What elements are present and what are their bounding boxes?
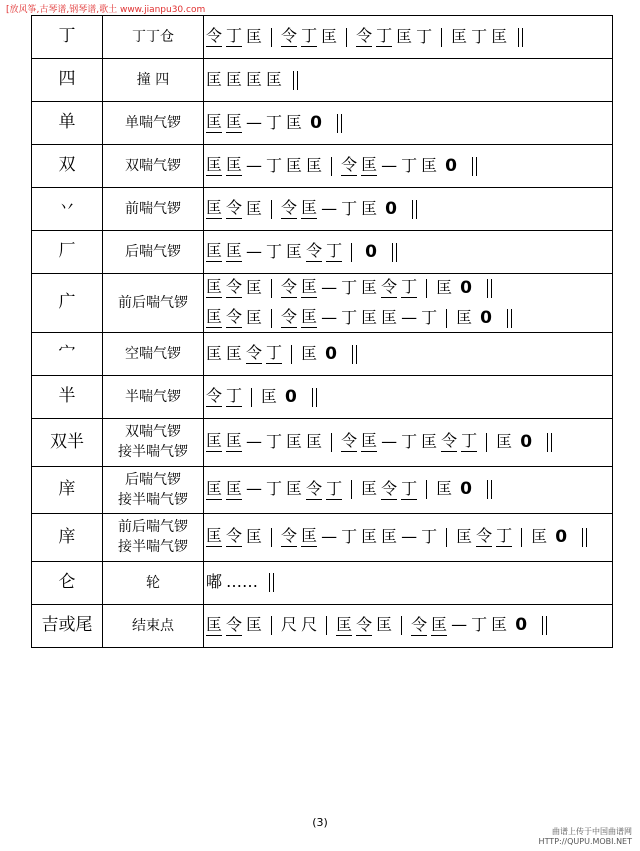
note-glyph: 匡 [286,241,303,261]
barline [271,309,272,328]
symbol-cell [32,466,103,514]
final-double-barline [412,200,418,219]
note-glyph: 丁 [226,386,243,405]
notation-cell [204,274,613,333]
note-glyph: 匡 [206,198,223,217]
note-glyph: 匡 [381,526,398,546]
site-credit [539,827,632,847]
note-glyph: 匡 [306,155,323,175]
barline [271,28,272,47]
barline [326,616,327,635]
note-glyph: 匡 [261,386,278,406]
note-glyph: 匡 [226,155,243,174]
note-glyph: 匡 [301,343,318,363]
note-glyph: — [401,307,418,327]
note-glyph: 令 [206,26,223,45]
note-glyph: 匡 [226,431,243,451]
final-double-barline [547,433,553,452]
notation-cell [204,188,613,231]
note-glyph: 匡 [436,277,453,297]
notation-line [204,308,612,328]
note-glyph: 匡 [206,307,223,326]
note-glyph: 令 [226,198,243,217]
final-double-barline [487,480,493,499]
note-glyph: 匡 [286,155,303,175]
name-text: 双喘气锣 接半喘气锣 [118,424,188,461]
symbol-cell [32,274,103,333]
name-text: 前后喘气锣 接半喘气锣 [118,519,188,556]
notation-cell [204,466,613,514]
note-glyph: — [451,615,468,635]
final-double-barline [472,157,478,176]
table-row [32,188,613,231]
note-glyph: 令 [281,198,298,217]
note-glyph: 令 [226,614,243,634]
final-double-barline [518,28,524,47]
note-glyph: 匡 [206,431,223,451]
notation-cell [204,333,613,376]
symbol-cell [32,604,103,647]
note-glyph: 匡 [301,526,318,546]
note-glyph: 丁 [401,431,418,451]
table-row [32,333,613,376]
note-glyph: 丁 [471,26,488,46]
note-glyph: 匡 [306,431,323,451]
name-cell [103,561,204,604]
note-glyph: 匡 [226,69,243,89]
name-text: 单喘气锣 [125,114,181,131]
symbol-text: 庠 [58,526,76,547]
barline [291,345,292,364]
note-glyph: 匡 [206,614,223,634]
note-glyph: 令 [281,26,298,45]
symbol-text: 丁 [58,26,76,47]
table-row [32,102,613,145]
symbol-cell [32,231,103,274]
symbol-cell [32,59,103,102]
note-glyph: 丁 [341,277,358,297]
notation-line [204,616,612,636]
barline [271,528,272,547]
note-glyph: 匡 [361,431,378,451]
note-glyph: 0 [310,112,322,133]
notation-cell [204,376,613,419]
note-glyph: 令 [306,241,323,260]
final-double-barline [392,243,398,262]
symbol-text: 双半 [50,431,84,452]
note-glyph: 匡 [206,241,223,260]
note-glyph: 丁 [416,26,433,46]
note-glyph: 令 [356,26,373,45]
note-glyph: 令 [356,614,373,634]
note-glyph: 丁 [401,155,418,175]
note-glyph: 匡 [301,307,318,326]
final-double-barline [337,114,343,133]
barline [441,28,442,47]
notation-line [204,27,612,47]
name-text: 前喘气锣 [125,200,181,217]
notation-line [204,156,612,176]
note-glyph: 匡 [531,526,548,546]
note-glyph: 匡 [321,26,338,46]
name-cell [103,333,204,376]
note-glyph: 丁 [401,478,418,498]
note-glyph: 匡 [491,615,508,635]
name-cell [103,145,204,188]
note-glyph: — [321,198,338,218]
final-double-barline [312,388,318,407]
note-glyph: 令 [441,431,458,451]
note-glyph: 丁 [266,431,283,451]
barline [331,157,332,176]
note-glyph: 丁 [376,26,393,45]
note-glyph: 匡 [246,615,263,635]
name-text: 后喘气锣 接半喘气锣 [118,471,188,508]
notation-line [204,113,612,133]
notation-cell [204,514,613,562]
name-text: 后喘气锣 [125,243,181,260]
barline [351,243,352,262]
site-credit-line1: 曲谱上传于中国曲谱网 [552,827,632,836]
note-glyph: 匡 [286,479,303,499]
note-glyph: 匡 [226,343,243,363]
symbol-text: 厂 [58,241,76,262]
note-glyph: 令 [476,526,493,546]
note-glyph: 匡 [226,112,243,131]
name-cell [103,514,204,562]
note-glyph: 令 [206,386,223,405]
final-double-barline [582,528,588,547]
note-glyph: 丁 [461,431,478,451]
note-glyph: 丁 [341,526,358,546]
note-glyph: — [401,526,418,546]
note-glyph: 令 [411,614,428,634]
notation-line [204,480,612,500]
note-glyph: 匡 [361,307,378,327]
notation-cell [204,231,613,274]
table-row [32,514,613,562]
note-glyph: — [246,479,263,499]
name-cell [103,466,204,514]
symbol-cell [32,16,103,59]
note-glyph: — [246,155,263,175]
note-glyph: — [246,112,263,132]
note-glyph: 令 [341,155,358,174]
notation-line [204,199,612,219]
name-text: 撞 四 [136,71,170,88]
note-glyph: 匡 [246,307,263,327]
notation-line [204,344,612,364]
note-glyph: 令 [226,307,243,326]
note-glyph: 匡 [206,526,223,546]
symbol-cell [32,561,103,604]
note-glyph: 0 [445,155,457,176]
note-glyph: — [321,526,338,546]
note-glyph: 匡 [456,526,473,546]
final-double-barline [269,573,275,592]
barline [271,616,272,635]
percussion-notation-table [31,15,613,648]
notation-line [204,432,612,452]
note-glyph: 尺 [281,615,298,635]
note-glyph: 匡 [361,277,378,297]
note-glyph: 匡 [246,526,263,546]
barline [251,388,252,407]
name-text: 结束点 [132,617,174,634]
note-glyph: 匡 [496,431,513,451]
notation-line [204,278,612,298]
note-glyph: 令 [226,277,243,296]
note-glyph: 匡 [376,615,393,635]
notation-line [204,387,612,407]
note-glyph: 匡 [361,526,378,546]
note-glyph: 丁 [341,198,358,218]
name-text: 前后喘气锣 [118,294,188,311]
final-double-barline [542,616,548,635]
name-cell [103,16,204,59]
table-row [32,419,613,467]
note-glyph: 丁 [266,479,283,499]
note-glyph: 匡 [301,277,318,296]
final-double-barline [507,309,513,328]
table-row [32,16,613,59]
note-glyph: 匡 [336,614,353,634]
note-glyph: 匡 [206,112,223,131]
table-row [32,59,613,102]
note-glyph: 令 [381,478,398,498]
note-glyph: 丁 [341,307,358,327]
symbol-text: 半 [58,386,76,407]
note-glyph: 令 [246,343,263,362]
barline [401,616,402,635]
notation-line [204,527,612,547]
note-glyph: 匡 [431,614,448,634]
name-text: 双喘气锣 [125,157,181,174]
barline [271,279,272,298]
note-glyph: 匡 [421,431,438,451]
note-glyph: 0 [365,241,377,262]
barline [521,528,522,547]
note-glyph: 匡 [206,277,223,296]
note-glyph: 丁 [301,26,318,45]
barline [446,528,447,547]
note-glyph: 0 [480,307,492,328]
symbol-cell [32,145,103,188]
barline [351,480,352,499]
barline [486,433,487,452]
watermark-text: [放风筝,古琴谱,钢琴谱,歌土 www.jianpu30.com [6,5,206,15]
note-glyph: — [246,431,263,451]
final-double-barline [293,71,299,90]
table-row [32,274,613,333]
name-text: 空喘气锣 [125,345,181,362]
name-cell [103,231,204,274]
note-glyph: 匡 [286,112,303,132]
note-glyph: 嘟 [206,572,223,592]
table-row [32,145,613,188]
note-glyph: 匡 [246,277,263,297]
symbol-text: 四 [58,69,76,90]
note-glyph: 令 [281,277,298,296]
final-double-barline [352,345,358,364]
name-cell [103,376,204,419]
notation-cell [204,419,613,467]
barline [426,279,427,298]
note-glyph: 丁 [421,526,438,546]
note-glyph: 匡 [266,69,283,89]
note-glyph: 丁 [326,241,343,260]
table-row [32,561,613,604]
notation-cell [204,16,613,59]
table-row [32,231,613,274]
note-glyph: 尺 [301,615,318,635]
symbol-text: 双 [58,155,76,176]
name-text: 轮 [146,574,160,591]
note-glyph: 匡 [301,198,318,217]
note-glyph: 令 [381,277,398,296]
note-glyph: — [246,241,263,261]
symbol-text: 宀 [58,343,76,364]
note-glyph: 匡 [361,479,378,499]
table-row [32,376,613,419]
note-glyph: 0 [385,198,397,219]
symbol-text: 广 [58,292,76,313]
page-number: (3) [312,816,328,829]
name-text: 丁丁仓 [132,28,174,45]
notation-line [204,573,612,592]
name-cell [103,188,204,231]
notation-cell [204,102,613,145]
note-glyph: 匡 [456,307,473,327]
notation-cell [204,604,613,647]
note-glyph: 匡 [491,26,508,46]
note-glyph: 令 [226,526,243,546]
table-body [32,16,613,648]
note-glyph: 匡 [226,478,243,498]
symbol-cell [32,419,103,467]
note-glyph: 丁 [471,615,488,635]
note-glyph: 令 [281,526,298,546]
note-glyph: 丁 [266,112,283,132]
note-glyph: 匡 [436,479,453,499]
symbol-cell [32,376,103,419]
note-glyph: 匡 [421,155,438,175]
symbol-text: 单 [58,112,76,133]
note-glyph: 令 [281,307,298,326]
note-glyph: 匡 [396,26,413,46]
symbol-text: 丷 [58,198,76,219]
note-glyph: 匡 [206,478,223,498]
note-glyph: 丁 [266,343,283,362]
symbol-cell [32,188,103,231]
note-glyph: 匡 [206,155,223,174]
notation-cell [204,59,613,102]
note-glyph: 丁 [496,526,513,546]
note-glyph: 0 [285,386,297,407]
name-cell [103,59,204,102]
symbol-cell [32,514,103,562]
symbol-cell [32,333,103,376]
note-glyph: 0 [460,277,472,298]
final-double-barline [487,279,493,298]
note-glyph: …… [226,572,259,592]
note-glyph: 0 [555,526,568,547]
symbol-text: 庠 [58,479,76,500]
note-glyph: 匡 [381,307,398,327]
note-glyph: 匡 [246,69,263,89]
note-glyph: 丁 [326,478,343,498]
barline [331,433,332,452]
note-glyph: 匡 [361,155,378,174]
name-cell [103,419,204,467]
note-glyph: 0 [325,343,337,364]
note-glyph: — [381,431,398,451]
barline [271,200,272,219]
note-glyph: 丁 [421,307,438,327]
note-glyph: 0 [460,479,472,500]
note-glyph: 0 [515,615,528,636]
symbol-text: 吉或尾 [41,615,93,636]
note-glyph: — [381,155,398,175]
note-glyph: 丁 [266,241,283,261]
note-glyph: — [321,277,338,297]
note-glyph: 匡 [286,431,303,451]
table-row [32,604,613,647]
name-cell [103,102,204,145]
notation-cell [204,561,613,604]
symbol-cell [32,102,103,145]
note-glyph: 丁 [401,277,418,296]
note-glyph: 匡 [206,69,223,89]
note-glyph: 丁 [266,155,283,175]
note-glyph: 匡 [246,26,263,46]
note-glyph: 令 [341,431,358,451]
barline [346,28,347,47]
note-glyph: 匡 [361,198,378,218]
name-text: 半喘气锣 [125,388,181,405]
name-cell [103,274,204,333]
note-glyph: 丁 [226,26,243,45]
note-glyph: 匡 [451,26,468,46]
notation-line [204,242,612,262]
notation-cell [204,145,613,188]
barline [446,309,447,328]
name-cell [103,604,204,647]
table-row [32,466,613,514]
note-glyph: 匡 [206,343,223,363]
notation-line [204,71,612,90]
note-glyph: 匡 [246,198,263,218]
note-glyph: 匡 [226,241,243,260]
site-credit-line2: HTTP://QUPU.MOBI.NET [538,837,632,846]
symbol-text: 仑 [58,572,76,593]
note-glyph: 0 [520,431,533,452]
barline [426,480,427,499]
note-glyph: 令 [306,478,323,498]
note-glyph: — [321,307,338,327]
